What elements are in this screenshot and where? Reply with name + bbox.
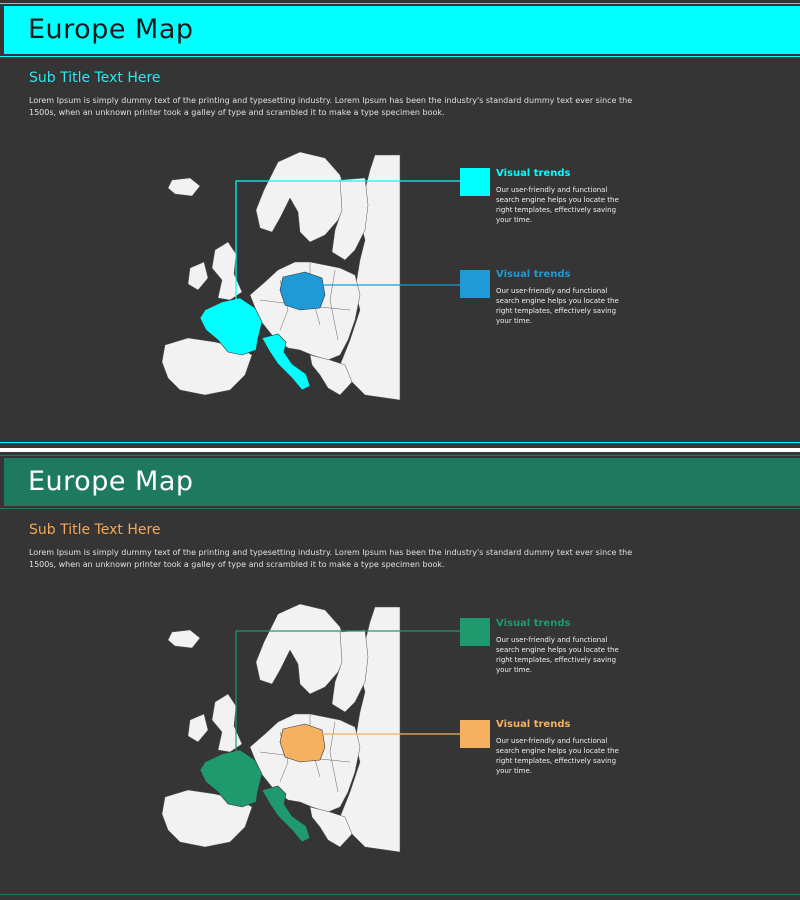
legend-title-2: Visual trends <box>496 719 571 730</box>
bottom-rule <box>0 894 800 895</box>
legend-description-1: Our user-friendly and functional search engine helps you locate the right templates, effectively saving your time. <box>496 186 619 224</box>
map-highlight-poland <box>280 724 325 762</box>
slide-body-text: Lorem Ipsum is simply dummy text of the printing and typesetting industry. Lorem Ipsum has been the industry's standard dummy text ever since the 1500s, when an unknown printer took a galley of type and scrambled it to make a type specimen book. <box>29 96 633 117</box>
legend-title-1: Visual trends <box>496 168 571 179</box>
legend-swatch-1 <box>460 618 490 646</box>
legend-swatch-1 <box>460 168 490 196</box>
bottom-rule <box>0 442 800 443</box>
legend-title-1: Visual trends <box>496 618 571 629</box>
title-bar-bottom-rule <box>0 508 800 509</box>
slide-title: Europe Map <box>28 14 194 45</box>
map-region-uk <box>212 242 242 300</box>
map-region-ireland <box>188 714 208 742</box>
slide-subtitle: Sub Title Text Here <box>29 522 161 538</box>
map-region-iceland <box>168 630 200 648</box>
map-region-scandinavia <box>256 152 348 242</box>
slide-1 <box>0 0 800 448</box>
legend-description-1: Our user-friendly and functional search engine helps you locate the right templates, effectively saving your time. <box>496 636 619 674</box>
slide-body-text: Lorem Ipsum is simply dummy text of the printing and typesetting industry. Lorem Ipsum has been the industry's standard dummy text ever since the 1500s, when an unknown printer took a galley of type and scrambled it to make a type specimen book. <box>29 548 633 569</box>
legend-title-2: Visual trends <box>496 269 571 280</box>
legend-description-2: Our user-friendly and functional search engine helps you locate the right templates, effectively saving your time. <box>496 737 619 775</box>
map-region-iceland <box>168 178 200 196</box>
title-bar-notch <box>0 458 4 506</box>
europe-map <box>160 602 420 852</box>
title-bar-top-rule <box>0 3 800 4</box>
map-highlight-poland <box>280 272 325 310</box>
europe-map <box>160 150 420 400</box>
legend-swatch-2 <box>460 270 490 298</box>
slide-2 <box>0 452 800 900</box>
map-region-scandinavia <box>256 604 348 694</box>
legend-swatch-2 <box>460 720 490 748</box>
title-bar-notch <box>0 6 4 54</box>
map-region-ireland <box>188 262 208 290</box>
title-bar-top-rule <box>0 455 800 456</box>
title-bar <box>0 458 800 506</box>
slide-title: Europe Map <box>28 466 194 497</box>
legend-description-2: Our user-friendly and functional search engine helps you locate the right templates, effectively saving your time. <box>496 287 619 325</box>
title-bar <box>0 6 800 54</box>
title-bar-bottom-rule <box>0 56 800 57</box>
map-region-uk <box>212 694 242 752</box>
slide-subtitle: Sub Title Text Here <box>29 70 161 86</box>
